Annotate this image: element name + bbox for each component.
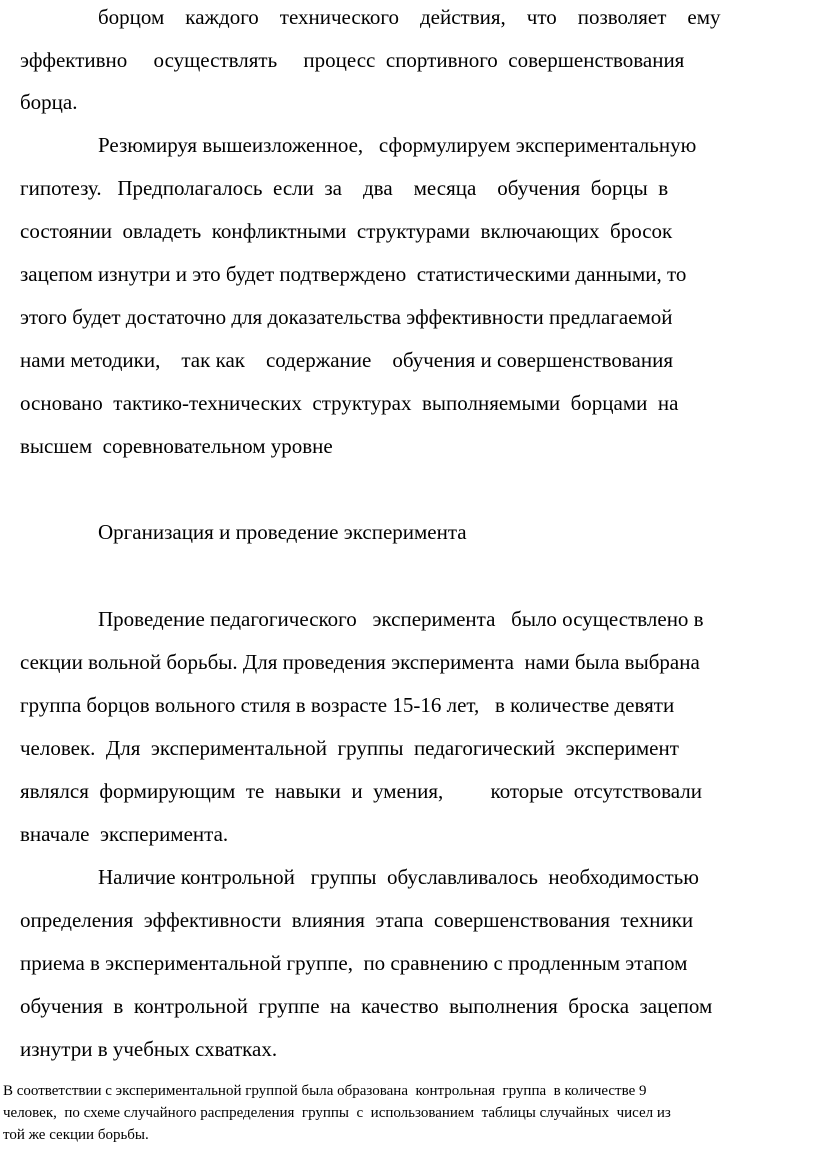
text-line: Резюмируя вышеизложенное, сформулируем экспериментальную xyxy=(98,133,697,157)
text-line: Проведение педагогического эксперимента было осуществлено в xyxy=(98,607,704,631)
footer-text-line: человек, по схеме случайного распределения группы с использованием таблицы случайных чисел из xyxy=(3,1105,671,1121)
text-line: приема в экспериментальной группе, по сравнению с продленным этапом xyxy=(20,951,688,975)
text-line: высшем соревновательном уровне xyxy=(20,434,333,458)
text-line: определения эффективности влияния этапа совершенствования техники xyxy=(20,908,694,932)
text-line: секции вольной борьбы. Для проведения эксперимента нами была выбрана xyxy=(20,650,700,674)
text-line: обучения в контрольной группе на качество выполнения броска зацепом xyxy=(20,994,713,1018)
text-line: состоянии овладеть конфликтными структурами включающих бросок xyxy=(20,219,673,243)
footer-text-line: В соответствии с экспериментальной группой была образована контрольная группа в количестве 9 xyxy=(3,1083,647,1099)
text-line: группа борцов вольного стиля в возрасте 15-16 лет, в количестве девяти xyxy=(20,693,675,717)
footer-text-line: той же секции борьбы. xyxy=(3,1127,149,1143)
text-line: зацепом изнутри и это будет подтверждено статистическими данными, то xyxy=(20,262,687,286)
text-line: гипотезу. Предполагалось если за два месяца обучения борцы в xyxy=(20,176,669,200)
text-line: эффективно осуществлять процесс спортивного совершенствования xyxy=(20,48,685,72)
text-line: нами методики, так как содержание обучения и совершенствования xyxy=(20,348,673,372)
text-line: борцом каждого технического действия, что позволяет ему xyxy=(98,5,721,29)
text-line: Наличие контрольной группы обуславливалось необходимостью xyxy=(98,865,699,889)
text-line: основано тактико-технических структурах выполняемыми борцами на xyxy=(20,391,679,415)
text-line: борца. xyxy=(20,90,78,114)
text-line: являлся формирующим те навыки и умения, которые отсутствовали xyxy=(20,779,703,803)
text-line: изнутри в учебных схватках. xyxy=(20,1037,278,1061)
section-heading: Организация и проведение эксперимента xyxy=(98,520,467,544)
text-line: человек. Для экспериментальной группы педагогический эксперимент xyxy=(20,736,679,760)
text-line: вначале эксперимента. xyxy=(20,822,229,846)
text-line: этого будет достаточно для доказательства эффективности предлагаемой xyxy=(20,305,673,329)
